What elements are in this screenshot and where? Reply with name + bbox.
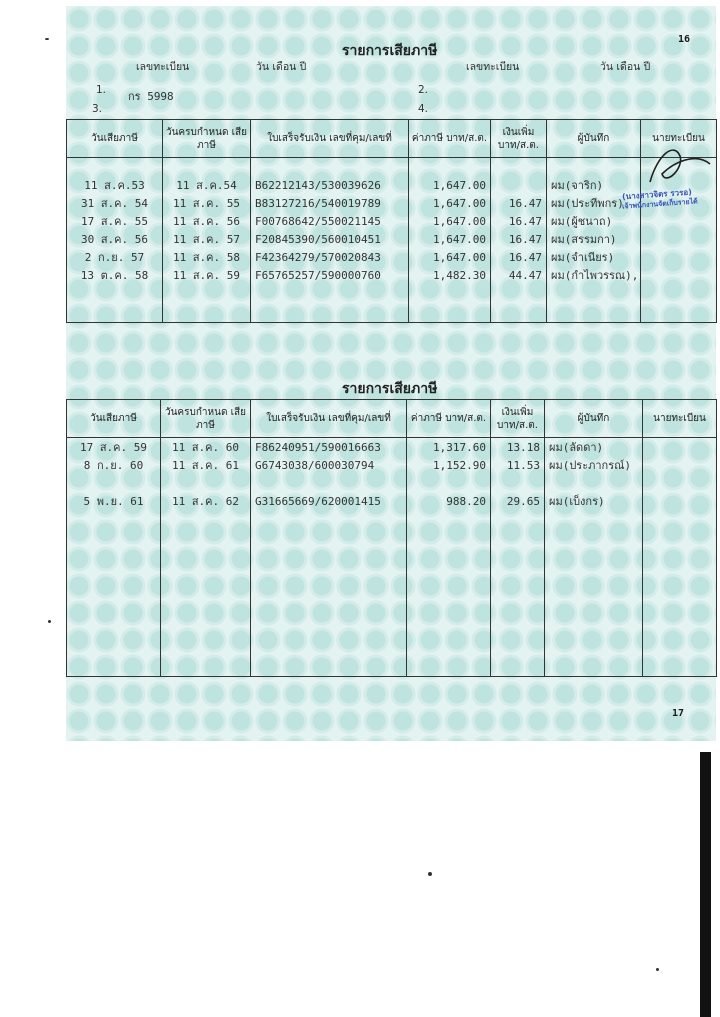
reg-label-1: เลขทะเบียน xyxy=(136,61,190,73)
section-title-top: รายการเสียภาษี xyxy=(342,43,438,59)
tax-amount xyxy=(407,474,491,492)
extra-amount: 11.53 xyxy=(491,456,545,474)
scan-speck xyxy=(656,968,659,971)
recorder: ผม(กำไพวรรณ), xyxy=(547,266,641,284)
tax-amount: 1,647.00 xyxy=(409,194,491,212)
reg-index-4: 4. xyxy=(418,103,429,115)
due-date: 11 ส.ค. 57 xyxy=(163,230,251,248)
table-row xyxy=(67,194,717,212)
recorder: ผม(ผู้ชนาถ) xyxy=(547,212,641,230)
paid-date: 17 ส.ค. 55 xyxy=(67,212,163,230)
col-tax: ค่าภาษี บาท/ส.ต. xyxy=(409,120,491,158)
paid-date: 31 ส.ค. 54 xyxy=(67,194,163,212)
extra-amount: 13.18 xyxy=(491,438,545,457)
tax-amount: 1,647.00 xyxy=(409,230,491,248)
col-recorder: ผู้บันทึก xyxy=(545,400,643,438)
extra-amount: 29.65 xyxy=(491,492,545,510)
recorder: ผม(สรรมกา) xyxy=(547,230,641,248)
due-date: 11 ส.ค. 62 xyxy=(161,492,251,510)
tax-table-bottom xyxy=(66,399,717,677)
due-date xyxy=(161,474,251,492)
col-registrar: นายทะเบียน xyxy=(643,400,717,438)
tax-amount: 1,152.90 xyxy=(407,456,491,474)
reg-index-2: 2. xyxy=(418,84,429,96)
paid-date: 11 ส.ค.53 xyxy=(67,176,163,194)
due-date: 11 ส.ค. 55 xyxy=(163,194,251,212)
col-tax: ค่าภาษี บาท/ส.ต. xyxy=(407,400,491,438)
receipt-no: F86240951/590016663 xyxy=(251,438,407,457)
scan-speck xyxy=(45,38,49,40)
col-registrar: นายทะเบียน xyxy=(641,120,717,158)
extra-amount: 16.47 xyxy=(491,194,547,212)
due-date: 11 ส.ค.54 xyxy=(163,176,251,194)
date-label-2: วัน เดือน ปี xyxy=(600,61,651,73)
col-due-date: วันครบกำหนด เสียภาษี xyxy=(161,400,251,438)
table-row xyxy=(67,248,717,266)
table-row xyxy=(67,492,717,510)
paid-date xyxy=(67,474,161,492)
col-paid-date: วันเสียภาษี xyxy=(67,400,161,438)
tax-amount: 1,647.00 xyxy=(409,212,491,230)
receipt-no: F42364279/570020843 xyxy=(251,248,409,266)
paid-date: 30 ส.ค. 56 xyxy=(67,230,163,248)
col-paid-date: วันเสียภาษี xyxy=(67,120,163,158)
table-row xyxy=(67,176,717,194)
reg-index-1: 1. xyxy=(96,84,107,96)
receipt-no: B83127216/540019789 xyxy=(251,194,409,212)
registrar-signature xyxy=(644,134,714,194)
tax-amount: 1,647.00 xyxy=(409,176,491,194)
receipt-no: G31665669/620001415 xyxy=(251,492,407,510)
table-row xyxy=(67,474,717,492)
receipt-no: F20845390/560010451 xyxy=(251,230,409,248)
receipt-no: B62212143/530039626 xyxy=(251,176,409,194)
recorder xyxy=(545,474,643,492)
receipt-no: G6743038/600030794 xyxy=(251,456,407,474)
recorder: ผม(จาริก) xyxy=(547,176,641,194)
due-date: 11 ส.ค. 58 xyxy=(163,248,251,266)
col-extra: เงินเพิ่ม บาท/ส.ต. xyxy=(491,400,545,438)
tax-amount: 1,482.30 xyxy=(409,266,491,284)
paid-date: 17 ส.ค. 59 xyxy=(67,438,161,457)
paid-date: 8 ก.ย. 60 xyxy=(67,456,161,474)
col-due-date: วันครบกำหนด เสียภาษี xyxy=(163,120,251,158)
col-extra: เงินเพิ่ม บาท/ส.ต. xyxy=(491,120,547,158)
reg-index-3: 3. xyxy=(92,103,103,115)
col-receipt: ใบเสร็จรับเงิน เลขที่คุม/เลขที่ xyxy=(251,400,407,438)
recorder: ผม(ประทีพกร) xyxy=(547,194,641,212)
table-row xyxy=(67,438,717,457)
officer-stamp-sub: เจ้าพนักงานจัดเก็บรายได้ xyxy=(621,197,698,211)
tax-amount: 1,647.00 xyxy=(409,248,491,266)
table-row xyxy=(67,456,717,474)
date-label-1: วัน เดือน ปี xyxy=(256,61,307,73)
table-row xyxy=(67,212,717,230)
table-row xyxy=(67,266,717,284)
scan-speck xyxy=(48,620,51,623)
extra-amount xyxy=(491,176,547,194)
plate-number: กร 5998 xyxy=(128,90,174,103)
col-recorder: ผู้บันทึก xyxy=(547,120,641,158)
recorder: ผม(ลัดดา) xyxy=(545,438,643,457)
tax-table-top xyxy=(66,119,717,323)
officer-stamp: (นางสาวจิตร รวรอ) xyxy=(621,187,693,202)
extra-amount: 44.47 xyxy=(491,266,547,284)
paid-date: 2 ก.ย. 57 xyxy=(67,248,163,266)
page-number-top: 16 xyxy=(678,34,691,45)
recorder: ผม(ประภากรณ์) xyxy=(545,456,643,474)
due-date: 11 ส.ค. 59 xyxy=(163,266,251,284)
recorder: ผม(จำเนียร) xyxy=(547,248,641,266)
due-date: 11 ส.ค. 60 xyxy=(161,438,251,457)
receipt-no: F65765257/590000760 xyxy=(251,266,409,284)
recorder: ผม(เบ็งกร) xyxy=(545,492,643,510)
due-date: 11 ส.ค. 56 xyxy=(163,212,251,230)
reg-label-2: เลขทะเบียน xyxy=(466,61,520,73)
extra-amount: 16.47 xyxy=(491,248,547,266)
receipt-no: F00768642/550021145 xyxy=(251,212,409,230)
extra-amount: 16.47 xyxy=(491,230,547,248)
tax-amount: 988.20 xyxy=(407,492,491,510)
extra-amount xyxy=(491,474,545,492)
scan-speck xyxy=(428,872,432,876)
section-title-bottom: รายการเสียภาษี xyxy=(342,381,438,397)
due-date: 11 ส.ค. 61 xyxy=(161,456,251,474)
col-receipt: ใบเสร็จรับเงิน เลขที่คุม/เลขที่ xyxy=(251,120,409,158)
tax-book-page xyxy=(66,6,716,741)
paid-date: 13 ต.ค. 58 xyxy=(67,266,163,284)
table-row xyxy=(67,230,717,248)
paid-date: 5 พ.ย. 61 xyxy=(67,492,161,510)
scan-edge-shadow xyxy=(700,752,711,1017)
extra-amount: 16.47 xyxy=(491,212,547,230)
page-number-bottom: 17 xyxy=(672,708,685,719)
tax-amount: 1,317.60 xyxy=(407,438,491,457)
receipt-no xyxy=(251,474,407,492)
